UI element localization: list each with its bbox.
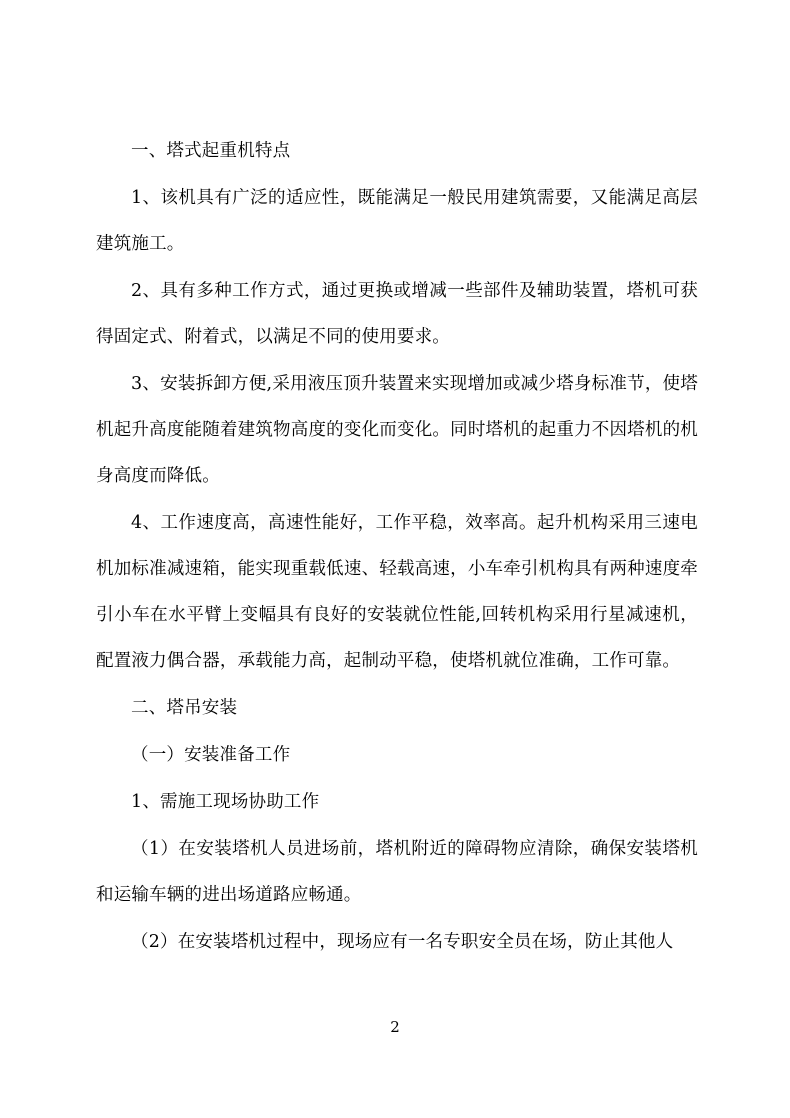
paragraph-item-5: 1、需施工现场协助工作 [131,792,320,812]
paragraph-item-6: （1）在安装塔机人员进场前，塔机附近的障碍物应清除，确保安装塔机和运输车辆的进出场道路应畅通。 [96,839,698,905]
paragraph-item-7: （2）在安装塔机过程中，现场应有一名专职安全员在场，防止其他人 [131,932,674,952]
paragraph-item-4: 4、工作速度高，高速性能好，工作平稳，效率高。起升机构采用三速电机加标准减速箱，能实现重载低速、轻载高速，小车牵引机构具有两种速度牵引小车在水平臂上变幅具有良好的安装就位性能,回转机构采用行星减速机，配置液力偶合器，承载能力高，起制动平稳，使塔机就位准确，工作可靠。 [96,513,698,671]
paragraph-item-3: 3、安装拆卸方便,采用液压顶升装置来实现增加或减少塔身标准节，使塔机起升高度能随着建筑物高度的变化而变化。同时塔机的起重力不因塔机的机身高度而降低。 [96,374,698,486]
paragraph-item-1: 1、该机具有广泛的适应性，既能满足一般民用建筑需要，又能满足高层建筑施工。 [96,188,698,254]
paragraph-subheading-1: （一）安装准备工作 [131,745,291,765]
document-body [96,128,698,966]
paragraph-item-2: 2、具有多种工作方式，通过更换或增减一些部件及辅助装置，塔机可获得固定式、附着式，以满足不同的使用要求。 [96,281,698,347]
paragraph-heading-1: 一、塔式起重机特点 [131,141,291,161]
page-number: 2 [390,1018,400,1036]
paragraph-heading-2: 二、塔吊安装 [131,698,238,718]
